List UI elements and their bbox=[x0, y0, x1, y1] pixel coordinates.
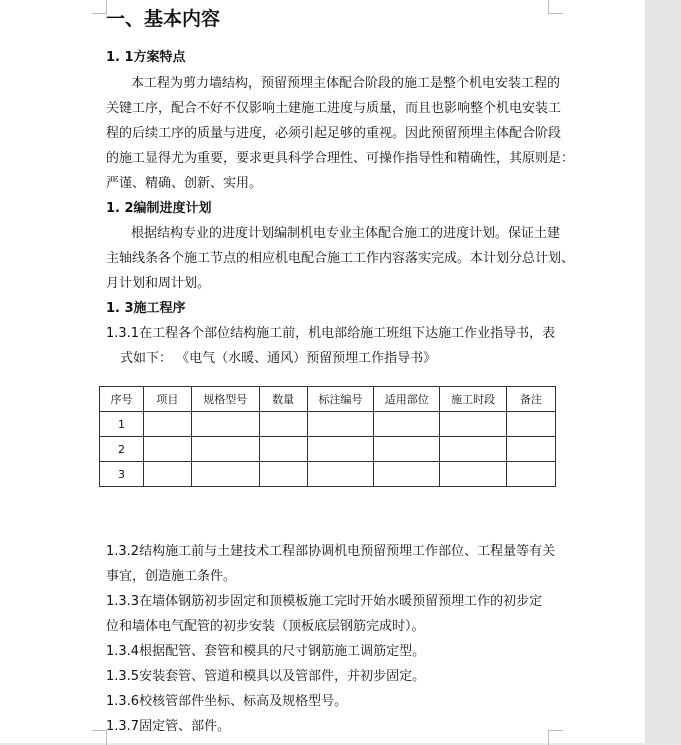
table-cell: 3 bbox=[100, 462, 144, 487]
paragraph-line: 式如下： 《电气（水暖、通风）预留预埋工作指导书》 bbox=[120, 351, 437, 366]
table-cell bbox=[259, 412, 307, 437]
paragraph-line: 根据结构专业的进度计划编制机电专业主体配合施工的进度计划。保证土建 bbox=[131, 226, 561, 241]
table-cell bbox=[191, 412, 259, 437]
table-row bbox=[100, 412, 556, 437]
table-header-cell: 施工时段 bbox=[440, 387, 507, 412]
table-cell bbox=[307, 412, 374, 437]
table-cell bbox=[507, 437, 556, 462]
page-corner-mark bbox=[548, 0, 563, 14]
section-heading: 一、基本内容 bbox=[106, 8, 221, 30]
table-cell bbox=[143, 462, 191, 487]
subsection-title-1-3: 1. 3施工程序 bbox=[106, 301, 186, 316]
table-header-cell: 备注 bbox=[507, 387, 556, 412]
table-header-cell: 适用部位 bbox=[374, 387, 440, 412]
paragraph-line: 1.3.6校核管部件坐标、标高及规格型号。 bbox=[106, 694, 348, 709]
paragraph-line: 程的后续工序的质量与进度，必须引起足够的重视。因此预留预埋主体配合阶段 bbox=[106, 126, 562, 141]
paragraph-line: 1.3.7固定管、部件。 bbox=[106, 719, 231, 734]
paragraph-line: 的施工显得尤为重要，要求更具科学合理性、可操作指导性和精确性，其原则是： bbox=[106, 151, 575, 166]
table-cell bbox=[374, 462, 440, 487]
paragraph-line: 位和墙体电气配管的初步安装（顶板底层钢筋完成时）。 bbox=[106, 619, 425, 634]
table-cell bbox=[440, 462, 507, 487]
table-header-cell: 标注编号 bbox=[307, 387, 374, 412]
table-header-cell: 项目 bbox=[143, 387, 191, 412]
paragraph-line: 本工程为剪力墙结构，预留预埋主体配合阶段的施工是整个机电安装工程的 bbox=[131, 76, 561, 91]
paragraph-line: 1.3.3在墙体钢筋初步固定和顶模板施工完时开始水暖预留预埋工作的初步定 bbox=[106, 594, 543, 609]
table-cell bbox=[440, 412, 507, 437]
work-instruction-table bbox=[99, 386, 556, 487]
table-row bbox=[100, 437, 556, 462]
table-header-row bbox=[100, 387, 556, 412]
paragraph-line: 月计划和周计划。 bbox=[106, 276, 211, 291]
paragraph-line: 1.3.4根据配管、套管和模具的尺寸钢筋施工调筋定型。 bbox=[106, 644, 426, 659]
table-cell bbox=[307, 462, 374, 487]
table-header-cell: 序号 bbox=[100, 387, 144, 412]
table-cell bbox=[507, 412, 556, 437]
paragraph-line: 1.3.5安装套管、管道和模具以及管部件，并初步固定。 bbox=[106, 669, 426, 684]
table-cell: 2 bbox=[100, 437, 144, 462]
paragraph-line: 主轴线条各个施工节点的相应机电配合施工工作内容落实完成。本计划分总计划、 bbox=[106, 251, 575, 266]
table-header-cell: 规格型号 bbox=[191, 387, 259, 412]
table-cell bbox=[440, 437, 507, 462]
table-cell bbox=[143, 437, 191, 462]
table-cell bbox=[259, 462, 307, 487]
table-cell bbox=[259, 437, 307, 462]
subsection-title-1-2: 1. 2编制进度计划 bbox=[106, 201, 212, 216]
table-cell bbox=[191, 462, 259, 487]
table-cell bbox=[374, 412, 440, 437]
paragraph-line: 关键工序，配合不好不仅影响土建施工进度与质量，而且也影响整个机电安装工 bbox=[106, 101, 562, 116]
table-cell bbox=[143, 412, 191, 437]
table-cell bbox=[507, 462, 556, 487]
table-cell bbox=[307, 437, 374, 462]
paragraph-line: 严谨、精确、创新、实用。 bbox=[106, 176, 263, 191]
paragraph-line: 1.3.2结构施工前与土建技术工程部协调机电预留预埋工作部位、工程量等有关 bbox=[106, 544, 556, 559]
table-row bbox=[100, 462, 556, 487]
table-cell bbox=[191, 437, 259, 462]
table-header-cell: 数量 bbox=[259, 387, 307, 412]
table-cell bbox=[374, 437, 440, 462]
page-corner-mark bbox=[92, 0, 107, 14]
paragraph-line: 1.3.1在工程各个部位结构施工前，机电部给施工班组下达施工作业指导书，表 bbox=[106, 326, 556, 341]
paragraph-line: 事宜，创造施工条件。 bbox=[106, 569, 237, 584]
table-cell: 1 bbox=[100, 412, 144, 437]
subsection-title-1-1: 1. 1方案特点 bbox=[106, 50, 186, 65]
viewer-background bbox=[645, 0, 681, 743]
